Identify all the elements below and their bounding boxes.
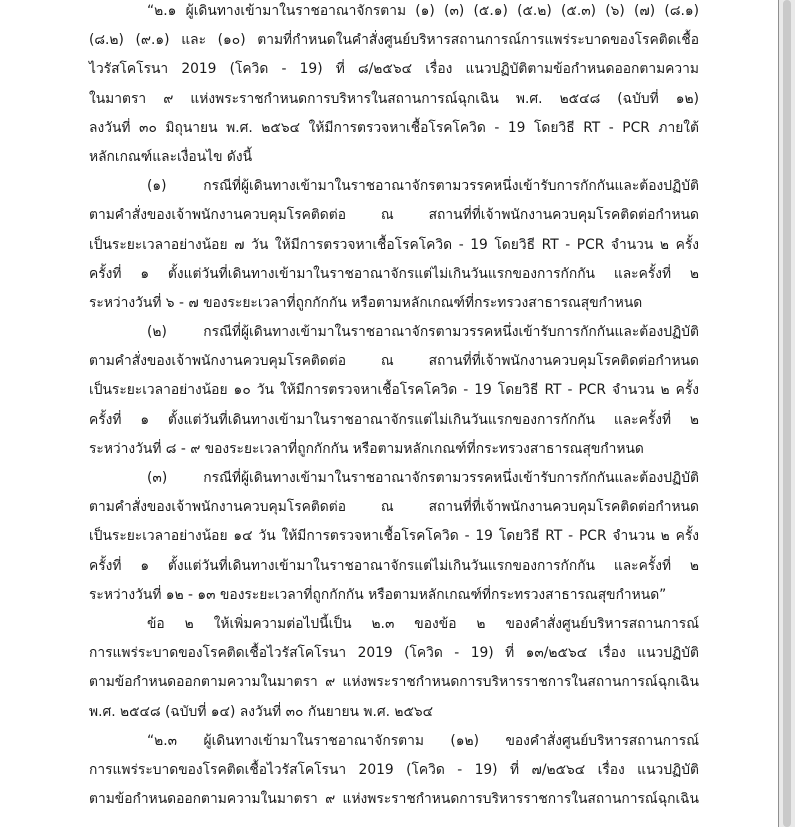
- text-line: ครั้งที่ ๑ ตั้งแต่วันที่เดินทางเข้ามาในราชอาณาจักรแต่ไม่เกินวันแรกของการกักกัน และครั้งที่ ๒: [89, 265, 699, 282]
- text-line: ตามข้อกำหนดออกตามความในมาตรา ๙ แห่งพระราชกำหนดการบริหารราชการในสถานการณ์ฉุกเฉิน: [89, 791, 699, 808]
- text-line: ตามคำสั่งของเจ้าพนักงานควบคุมโรคติดต่อ ณ สถานที่ที่เจ้าพนักงานควบคุมโรคติดต่อกำหนด: [89, 499, 699, 516]
- text-line: ตามคำสั่งของเจ้าพนักงานควบคุมโรคติดต่อ ณ สถานที่ที่เจ้าพนักงานควบคุมโรคติดต่อกำหนด: [89, 207, 699, 224]
- text-line: เป็นระยะเวลาอย่างน้อย ๗ วัน ให้มีการตรวจหาเชื้อโรคโควิด - 19 โดยวิธี RT - PCR จำนวน ๒ ครั้ง: [89, 236, 699, 253]
- text-line: ระหว่างวันที่ ๑๒ - ๑๓ ของระยะเวลาที่ถูกกักกัน หรือตามหลักเกณฑ์ที่กระทรวงสาธารณสุขกำหนด”: [89, 586, 667, 603]
- text-line: ตามคำสั่งของเจ้าพนักงานควบคุมโรคติดต่อ ณ สถานที่ที่เจ้าพนักงานควบคุมโรคติดต่อกำหนด: [89, 353, 699, 370]
- text-line: ในมาตรา ๙ แห่งพระราชกำหนดการบริหารในสถานการณ์ฉุกเฉิน พ.ศ. ๒๕๔๘ (ฉบับที่ ๑๒): [89, 90, 699, 107]
- text-line: ลงวันที่ ๓๐ มิถุนายน พ.ศ. ๒๕๖๔ ให้มีการตรวจหาเชื้อโรคโควิด - 19 โดยวิธี RT - PCR ภายใต้: [89, 119, 699, 136]
- text-line: (๘.๒) (๙.๑) และ (๑๐) ตามที่กำหนดในคำสั่งศูนย์บริหารสถานการณ์การแพร่ระบาดของโรคติดเชื้อ: [89, 32, 699, 49]
- text-line: ระหว่างวันที่ ๘ - ๙ ของระยะเวลาที่ถูกกักกัน หรือตามหลักเกณฑ์ที่กระทรวงสาธารณสุขกำหนด: [89, 440, 644, 457]
- text-line: ข้อ ๒ ให้เพิ่มความต่อไปนี้เป็น ๒.๓ ของข้อ ๒ ของคำสั่งศูนย์บริหารสถานการณ์: [147, 615, 699, 632]
- text-line: การแพร่ระบาดของโรคติดเชื้อไวรัสโคโรนา 2019 (โควิด - 19) ที่ ๗/๒๕๖๔ เรื่อง แนวปฏิบัติ: [89, 761, 699, 778]
- text-line: (๒) กรณีที่ผู้เดินทางเข้ามาในราชอาณาจักรตามวรรคหนึ่งเข้ารับการกักกันและต้องปฏิบัติ: [147, 324, 699, 341]
- text-line: ระหว่างวันที่ ๖ - ๗ ของระยะเวลาที่ถูกกักกัน หรือตามหลักเกณฑ์ที่กระทรวงสาธารณสุขกำหนด: [89, 294, 643, 311]
- document-body: [89, 0, 699, 814]
- text-line: เป็นระยะเวลาอย่างน้อย ๑๐ วัน ให้มีการตรวจหาเชื้อโรคโควิด - 19 โดยวิธี RT - PCR จำนวน ๒ ครั้ง: [89, 382, 699, 399]
- text-line: ไวรัสโคโรนา 2019 (โควิด - 19) ที่ ๘/๒๕๖๔ เรื่อง แนวปฏิบัติตามข้อกำหนดออกตามความ: [89, 61, 699, 78]
- text-line: ตามข้อกำหนดออกตามความในมาตรา ๙ แห่งพระราชกำหนดการบริหารราชการในสถานการณ์ฉุกเฉิน: [89, 674, 699, 691]
- text-line: การแพร่ระบาดของโรคติดเชื้อไวรัสโคโรนา 2019 (โควิด - 19) ที่ ๑๓/๒๕๖๔ เรื่อง แนวปฏิบัติ: [89, 645, 699, 662]
- text-line: พ.ศ. ๒๕๔๘ (ฉบับที่ ๑๔) ลงวันที่ ๓๐ กันยายน พ.ศ. ๒๕๖๔: [89, 703, 434, 720]
- text-line: ครั้งที่ ๑ ตั้งแต่วันที่เดินทางเข้ามาในราชอาณาจักรแต่ไม่เกินวันแรกของการกักกัน และครั้งที่ ๒: [89, 557, 699, 574]
- text-line: (๑) กรณีที่ผู้เดินทางเข้ามาในราชอาณาจักรตามวรรคหนึ่งเข้ารับการกักกันและต้องปฏิบัติ: [147, 178, 699, 195]
- text-line: เป็นระยะเวลาอย่างน้อย ๑๔ วัน ให้มีการตรวจหาเชื้อโรคโควิด - 19 โดยวิธี RT - PCR จำนวน ๒ ครั้ง: [89, 528, 699, 545]
- text-line: หลักเกณฑ์และเงื่อนไข ดังนี้: [89, 148, 253, 165]
- text-line: “๒.๓ ผู้เดินทางเข้ามาในราชอาณาจักรตาม (๑๒) ของคำสั่งศูนย์บริหารสถานการณ์: [147, 732, 699, 749]
- text-line: ครั้งที่ ๑ ตั้งแต่วันที่เดินทางเข้ามาในราชอาณาจักรแต่ไม่เกินวันแรกของการกักกัน และครั้งที่ ๒: [89, 411, 699, 428]
- vertical-scrollbar[interactable]: [779, 0, 795, 827]
- scrollbar-thumb[interactable]: [783, 0, 791, 827]
- text-line: “๒.๑ ผู้เดินทางเข้ามาในราชอาณาจักรตาม (๑) (๓) (๕.๑) (๕.๒) (๕.๓) (๖) (๗) (๘.๑): [147, 3, 699, 19]
- text-line: (๓) กรณีที่ผู้เดินทางเข้ามาในราชอาณาจักรตามวรรคหนึ่งเข้ารับการกักกันและต้องปฏิบัติ: [147, 470, 699, 486]
